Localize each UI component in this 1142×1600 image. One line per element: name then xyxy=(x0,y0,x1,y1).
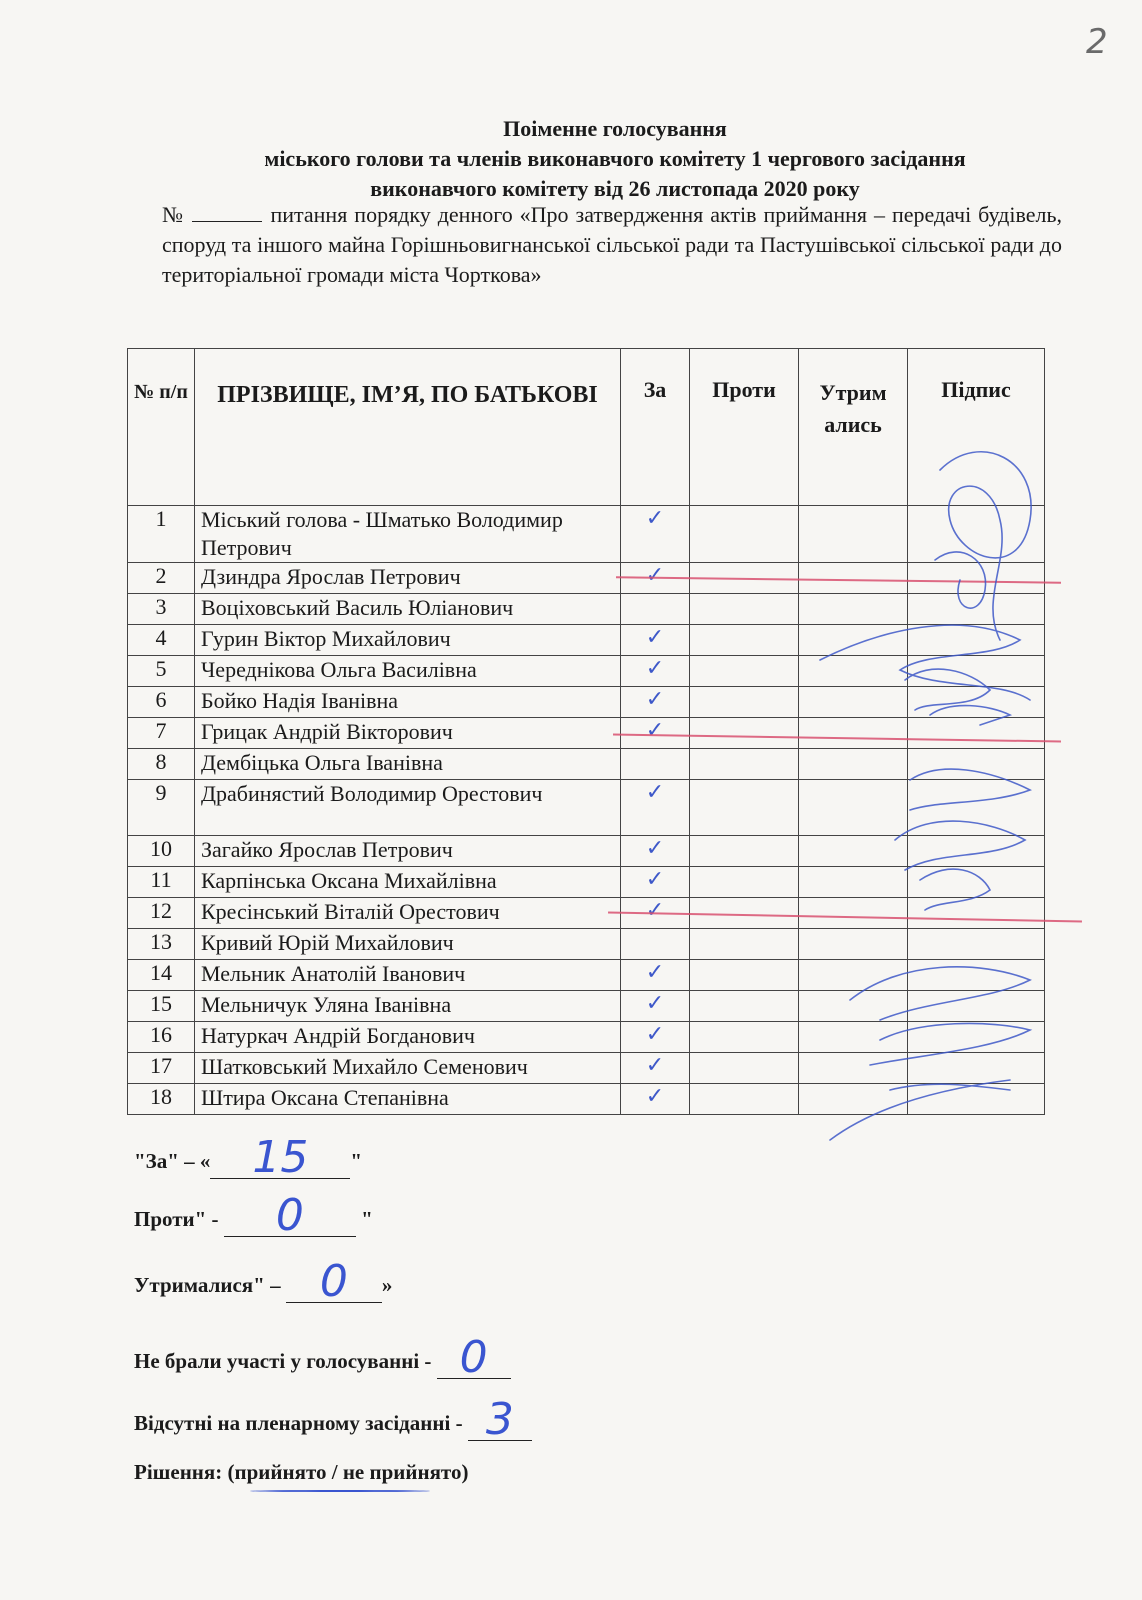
row-abstained xyxy=(799,718,908,749)
summary-for-label: "За" – « xyxy=(134,1149,211,1173)
table-row xyxy=(128,929,1045,960)
row-name: Шатковський Михайло Семенович xyxy=(195,1053,621,1084)
row-for-mark xyxy=(621,749,690,780)
row-signature xyxy=(908,506,1045,563)
row-abstained xyxy=(799,929,908,960)
summary-against xyxy=(134,1190,373,1241)
agenda-number-sign: № xyxy=(162,202,185,227)
row-number: 12 xyxy=(128,898,195,929)
row-number: 2 xyxy=(128,563,195,594)
row-number: 3 xyxy=(128,594,195,625)
header-signature: Підпис xyxy=(908,349,1045,506)
row-signature xyxy=(908,867,1045,898)
table-row xyxy=(128,898,1045,929)
row-name: Мельник Анатолій Іванович xyxy=(195,960,621,991)
row-name: Грицак Андрій Вікторович xyxy=(195,718,621,749)
summary-abstained xyxy=(134,1256,393,1307)
row-abstained xyxy=(799,594,908,625)
summary-not-voted-label: Не брали участі у голосуванні - xyxy=(134,1349,432,1373)
header-for: За xyxy=(621,349,690,506)
row-signature xyxy=(908,929,1045,960)
row-number: 5 xyxy=(128,656,195,687)
table-row xyxy=(128,656,1045,687)
row-name: Кресінський Віталій Орестович xyxy=(195,898,621,929)
row-against xyxy=(690,929,799,960)
table-row xyxy=(128,867,1045,898)
row-for-mark: ✓ xyxy=(621,780,690,836)
row-name: Бойко Надія Іванівна xyxy=(195,687,621,718)
table-row xyxy=(128,1053,1045,1084)
table-row xyxy=(128,506,1045,563)
row-abstained xyxy=(799,656,908,687)
row-number: 18 xyxy=(128,1084,195,1115)
row-signature xyxy=(908,656,1045,687)
row-abstained xyxy=(799,749,908,780)
row-against xyxy=(690,1022,799,1053)
row-name: Мельничук Уляна Іванівна xyxy=(195,991,621,1022)
row-against xyxy=(690,687,799,718)
document-title: Поіменне голосування xyxy=(503,116,727,141)
row-abstained xyxy=(799,960,908,991)
row-signature xyxy=(908,780,1045,836)
row-abstained xyxy=(799,625,908,656)
table-row xyxy=(128,1022,1045,1053)
row-name: Карпінська Оксана Михайлівна xyxy=(195,867,621,898)
row-for-mark: ✓ xyxy=(621,867,690,898)
vote-table xyxy=(127,348,1045,1115)
header-name: ПРІЗВИЩЕ, ІМ’Я, ПО БАТЬКОВІ xyxy=(195,349,621,506)
row-for-mark: ✓ xyxy=(621,991,690,1022)
summary-abstained-value: 0 xyxy=(286,1262,382,1303)
row-against xyxy=(690,656,799,687)
document-subtitle: міського голови та членів виконавчого комітету 1 чергового засідання xyxy=(264,146,966,171)
row-number: 14 xyxy=(128,960,195,991)
row-against xyxy=(690,749,799,780)
row-name: Драбинястий Володимир Орестович xyxy=(195,780,621,836)
row-name: Дембіцька Ольга Іванівна xyxy=(195,749,621,780)
row-number: 1 xyxy=(128,506,195,563)
row-for-mark: ✓ xyxy=(621,1022,690,1053)
table-row xyxy=(128,991,1045,1022)
row-against xyxy=(690,625,799,656)
row-number: 13 xyxy=(128,929,195,960)
row-signature xyxy=(908,563,1045,594)
row-for-mark: ✓ xyxy=(621,625,690,656)
row-signature xyxy=(908,625,1045,656)
row-for-mark: ✓ xyxy=(621,898,690,929)
page-number: 2 xyxy=(1086,22,1108,62)
row-abstained xyxy=(799,1053,908,1084)
row-number: 9 xyxy=(128,780,195,836)
summary-against-value: 0 xyxy=(224,1196,356,1237)
agenda-number-blank xyxy=(192,203,262,222)
row-number: 17 xyxy=(128,1053,195,1084)
row-abstained xyxy=(799,780,908,836)
row-against xyxy=(690,1053,799,1084)
row-signature xyxy=(908,687,1045,718)
summary-against-label: Проти" - xyxy=(134,1207,219,1231)
summary-absent-label: Відсутні на пленарному засіданні - xyxy=(134,1411,463,1435)
vote-table-header xyxy=(128,349,1045,506)
row-number: 11 xyxy=(128,867,195,898)
row-abstained xyxy=(799,991,908,1022)
row-against xyxy=(690,1084,799,1115)
row-abstained xyxy=(799,836,908,867)
row-number: 7 xyxy=(128,718,195,749)
row-name: Воціховський Василь Юліанович xyxy=(195,594,621,625)
table-row xyxy=(128,625,1045,656)
row-signature xyxy=(908,594,1045,625)
summary-decision xyxy=(134,1460,468,1485)
agenda-item xyxy=(162,200,1062,290)
row-against xyxy=(690,594,799,625)
row-for-mark: ✓ xyxy=(621,836,690,867)
row-against xyxy=(690,836,799,867)
summary-absent xyxy=(134,1394,532,1445)
summary-against-end: " xyxy=(361,1207,373,1231)
summary-absent-value: 3 xyxy=(468,1400,532,1441)
table-row xyxy=(128,836,1045,867)
row-for-mark: ✓ xyxy=(621,687,690,718)
row-for-mark: ✓ xyxy=(621,506,690,563)
row-against xyxy=(690,780,799,836)
summary-abstained-label: Утрималися" – xyxy=(134,1273,281,1297)
row-for-mark: ✓ xyxy=(621,1053,690,1084)
header-against: Проти xyxy=(690,349,799,506)
row-signature xyxy=(908,1022,1045,1053)
row-against xyxy=(690,960,799,991)
row-name: Гурин Віктор Михайлович xyxy=(195,625,621,656)
row-abstained xyxy=(799,687,908,718)
row-for-mark: ✓ xyxy=(621,563,690,594)
table-row xyxy=(128,594,1045,625)
row-number: 4 xyxy=(128,625,195,656)
table-row xyxy=(128,1084,1045,1115)
row-number: 10 xyxy=(128,836,195,867)
row-number: 16 xyxy=(128,1022,195,1053)
row-name: Штира Оксана Степанівна xyxy=(195,1084,621,1115)
row-name: Кривий Юрій Михайлович xyxy=(195,929,621,960)
row-signature xyxy=(908,898,1045,929)
row-abstained xyxy=(799,1022,908,1053)
table-row xyxy=(128,687,1045,718)
header-number: № п/п xyxy=(128,349,195,506)
row-signature xyxy=(908,991,1045,1022)
row-abstained xyxy=(799,1084,908,1115)
row-for-mark: ✓ xyxy=(621,718,690,749)
row-signature xyxy=(908,836,1045,867)
row-name: Череднікова Ольга Василівна xyxy=(195,656,621,687)
document-date-line: виконавчого комітету від 26 листопада 2020 року xyxy=(370,176,860,201)
header-abstained: Утрим ались xyxy=(799,349,908,506)
table-row xyxy=(128,749,1045,780)
row-abstained xyxy=(799,867,908,898)
row-signature xyxy=(908,1053,1045,1084)
table-row xyxy=(128,563,1045,594)
row-for-mark: ✓ xyxy=(621,1084,690,1115)
summary-for xyxy=(134,1132,363,1183)
decision-underline xyxy=(250,1490,430,1492)
row-number: 6 xyxy=(128,687,195,718)
row-against xyxy=(690,506,799,563)
table-row xyxy=(128,718,1045,749)
row-against xyxy=(690,718,799,749)
agenda-text: питання порядку денного «Про затвердження актів приймання – передачі будівель, споруд та іншого майна Горішньовигнанської сільської ради та Пастушівської сільської ради до територіальної громади міста Чорткова» xyxy=(162,202,1062,287)
row-signature xyxy=(908,749,1045,780)
row-abstained xyxy=(799,506,908,563)
summary-for-end: " xyxy=(350,1149,363,1173)
row-abstained xyxy=(799,898,908,929)
row-against xyxy=(690,991,799,1022)
row-name: Міський голова - Шматько Володимир Петрович xyxy=(195,506,621,563)
vote-table-body xyxy=(128,506,1045,1115)
row-number: 8 xyxy=(128,749,195,780)
summary-not-voted-value: 0 xyxy=(437,1338,511,1379)
row-for-mark: ✓ xyxy=(621,656,690,687)
row-signature xyxy=(908,718,1045,749)
row-signature xyxy=(908,1084,1045,1115)
row-name: Дзиндра Ярослав Петрович xyxy=(195,563,621,594)
row-name: Загайко Ярослав Петрович xyxy=(195,836,621,867)
row-number: 15 xyxy=(128,991,195,1022)
row-name: Натуркач Андрій Богданович xyxy=(195,1022,621,1053)
row-against xyxy=(690,867,799,898)
summary-abstained-end: » xyxy=(381,1273,393,1297)
table-row xyxy=(128,780,1045,836)
row-for-mark: ✓ xyxy=(621,960,690,991)
summary-for-value: 15 xyxy=(210,1138,350,1179)
row-signature xyxy=(908,960,1045,991)
row-for-mark xyxy=(621,594,690,625)
summary-not-voted xyxy=(134,1332,511,1383)
summary-decision-label: Рішення: (прийнято / не прийнято) xyxy=(134,1460,469,1484)
row-for-mark xyxy=(621,929,690,960)
table-row xyxy=(128,960,1045,991)
